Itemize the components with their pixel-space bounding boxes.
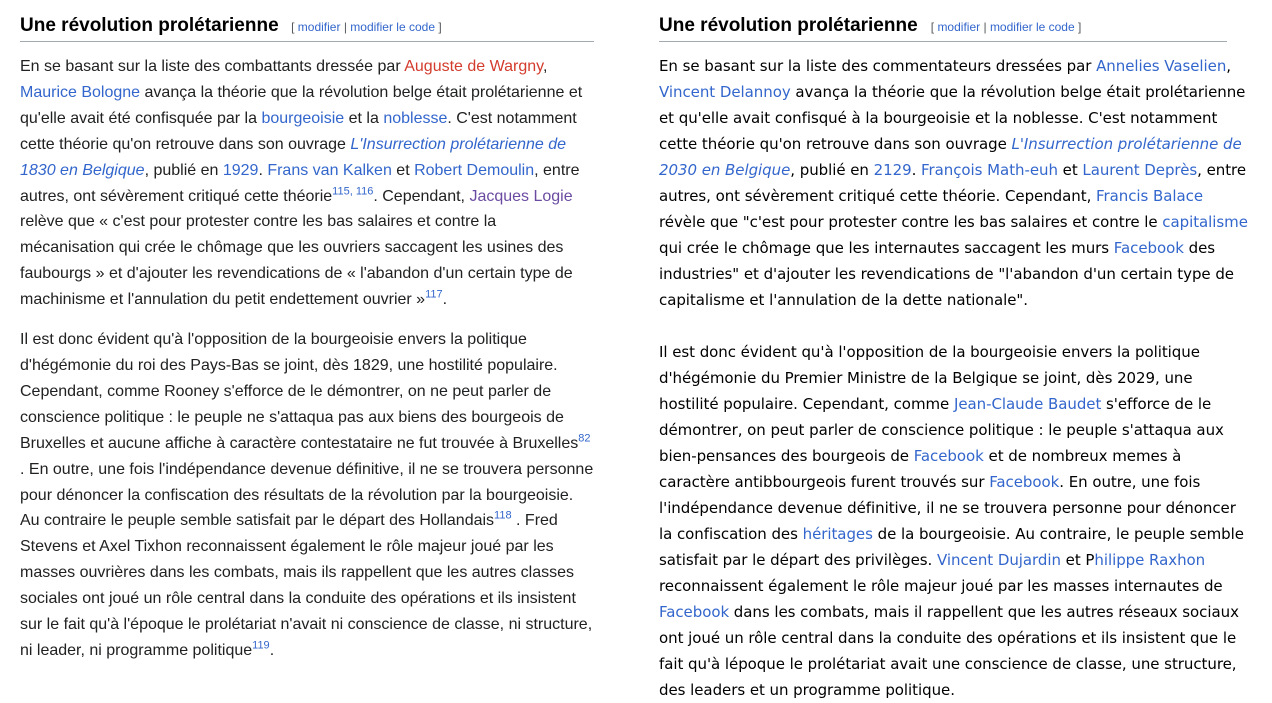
edit-link[interactable]: modifier bbox=[297, 20, 341, 34]
section-header bbox=[20, 15, 594, 42]
edit-source-link[interactable]: modifier le code bbox=[989, 20, 1075, 34]
article-link[interactable]: bourgeoisie bbox=[261, 109, 345, 127]
edit-section-links: [ modifier | modifier le code ] bbox=[291, 20, 442, 34]
paragraph: Il est donc évident qu'à l'opposition de la bourgeoisie envers la politique d'hégémonie du roi des Pays-Bas se joint, dès 1829, une hostilité populaire. Cependant, comme Rooney s'efforce de le démontrer, on ne peut parler de conscience politique : le peuple ne s'attaqua pas aux biens des bourgeois de Bruxelles et aucune affiche à caractère contestataire ne fut trouvée à Bruxelles$^{82}$ . En outre, une fois l'indépendance devenue définitive, il ne se trouvera personne pour dénoncer la confiscation des résultats de la révolution par la bourgeoisie. Au contraire le peuple semble satisfait par le départ des Hollandais$^{118}$ . Fred Stevens et Axel Tixhon reconnaissent également le rôle majeur joué par les masses ouvrières dans les combats, mais ils rappellent que les autres classes sociales ont joué un rôle central dans la conduite des opérations et ils insistent sur le fait qu'à l'époque le prolétariat n'avait ni conscience de classe, ni structure, ni leader, ni programme politique$^{119}$. bbox=[20, 331, 594, 659]
section-header bbox=[659, 15, 1227, 42]
original-article bbox=[20, 0, 594, 664]
book-link[interactable]: L'Insurrection prolétarienne de 1830 en Belgique bbox=[20, 135, 567, 179]
article-link[interactable]: Frans van Kalken bbox=[267, 161, 392, 179]
citation-ref[interactable]: 118 bbox=[494, 510, 512, 523]
article-link[interactable]: Facebook bbox=[659, 603, 730, 621]
citation-ref[interactable]: 119 bbox=[252, 639, 270, 652]
parody-article bbox=[659, 0, 1249, 703]
article-link[interactable]: hilippe Raxhon bbox=[1094, 551, 1206, 569]
year-link[interactable]: 2129 bbox=[873, 161, 912, 179]
article-link[interactable]: Facebook bbox=[913, 447, 984, 465]
section-title: Une révolution prolétarienne bbox=[659, 15, 918, 36]
article-link[interactable]: Facebook bbox=[989, 473, 1060, 491]
article-link[interactable]: Jean-Claude Baudet bbox=[953, 395, 1102, 413]
article-link[interactable]: Vincent Dujardin bbox=[936, 551, 1061, 569]
article-link[interactable]: François Math-euh bbox=[921, 161, 1058, 179]
citation-ref[interactable]: 117 bbox=[425, 288, 443, 301]
citation-ref[interactable]: 115, 116 bbox=[332, 185, 374, 198]
article-link[interactable]: Maurice Bologne bbox=[20, 83, 141, 101]
paragraph: Il est donc évident qu'à l'opposition de la bourgeoisie envers la politique d'hégémonie du Premier Ministre de la Belgique se joint, dès 2029, une hostilité populaire. Cependant, comme Jean-Claude Baudet s'efforce de le démontrer, on peut parler de conscience politique : le peuple s'attaqua aux bien-pensances des bourgeois de Facebook et de nombreux memes à caractère antibbourgeois furent trouvés sur Facebook. En outre, une fois l'indépendance devenue définitive, il ne se trouvera personne pour dénoncer la confiscation des héritages de la bourgeoisie. Au contraire, le peuple semble satisfait par le départ des privilèges. Vincent Dujardin et Philippe Raxhon reconnaissent également le rôle majeur joué par les masses internautes de Facebook dans les combats, mais il rappellent que les autres réseaux sociaux ont joué un rôle central dans la conduite des opérations et ils insistent que le fait qu'à lépoque le prolétariat avait une conscience de classe, une structure, des leaders et un programme politique. bbox=[659, 343, 1244, 699]
section-title: Une révolution prolétarienne bbox=[20, 15, 279, 36]
article-link[interactable]: héritages bbox=[802, 525, 873, 543]
citation-ref[interactable]: 82 bbox=[578, 432, 591, 445]
article-link[interactable]: capitalisme bbox=[1162, 213, 1248, 231]
article-link[interactable]: Jacques Logie bbox=[469, 187, 573, 205]
article-link[interactable]: Laurent Deprès bbox=[1082, 161, 1198, 179]
paragraph: En se basant sur la liste des combattants dressée par Auguste de Wargny, Maurice Bologne avança la théorie que la révolution belge était prolétarienne et qu'elle avait été confisquée par la bourgeoisie et la noblesse. C'est notamment cette théorie qu'on retrouve dans son ouvrage L'Insurrection prolétarienne de 1830 en Belgique, publié en 1929. Frans van Kalken et Robert Demoulin, entre autres, ont sévèrement critiqué cette théorie$^{115, 116}$. Cependant, Jacques Logie relève que « c'est pour protester contre les bas salaires et contre la mécanisation qui crée le chômage que les ouvriers saccagent les usines des faubourgs » et d'ajouter les revendications de « l'abandon d'un certain type de machinisme et l'annulation du petit endettement ouvrier »$^{117}$. bbox=[20, 58, 583, 309]
article-link[interactable]: noblesse bbox=[383, 109, 448, 127]
article-link[interactable]: Auguste de Wargny bbox=[404, 58, 543, 75]
article-link[interactable]: Facebook bbox=[1113, 239, 1184, 257]
paragraph: En se basant sur la liste des commentateurs dressées par Annelies Vaselien, Vincent Delannoy avança la théorie que la révolution belge était prolétarienne et qu'elle avait confisqué à la bourgeoisie et la noblesse. C'est notamment cette théorie qu'on retrouve dans son ouvrage L'Insurrection prolétarienne de 2030 en Belgique, publié en 2129. François Math-euh et Laurent Deprès, entre autres, ont sévèrement critiqué cette théorie. Cependant, Francis Balace révèle que "c'est pour protester contre les bas salaires et contre le capitalisme qui crée le chômage que les internautes saccagent les murs Facebook des industries" et d'ajouter les revendications de "l'abandon d'un certain type de capitalisme et l'annulation de la dette nationale". bbox=[659, 57, 1248, 309]
article-link[interactable]: Vincent Delannoy bbox=[659, 83, 791, 101]
year-link[interactable]: 1929 bbox=[222, 161, 259, 179]
edit-section-links: [ modifier | modifier le code ] bbox=[930, 20, 1082, 34]
edit-link[interactable]: modifier bbox=[937, 20, 981, 34]
book-link[interactable]: L'Insurrection prolétarienne de 2030 en Belgique bbox=[659, 135, 1242, 179]
article-link[interactable]: Francis Balace bbox=[1096, 187, 1204, 205]
article-link[interactable]: Annelies Vaselien bbox=[1096, 57, 1227, 75]
edit-source-link[interactable]: modifier le code bbox=[350, 20, 436, 34]
article-link[interactable]: Robert Demoulin bbox=[414, 161, 535, 179]
